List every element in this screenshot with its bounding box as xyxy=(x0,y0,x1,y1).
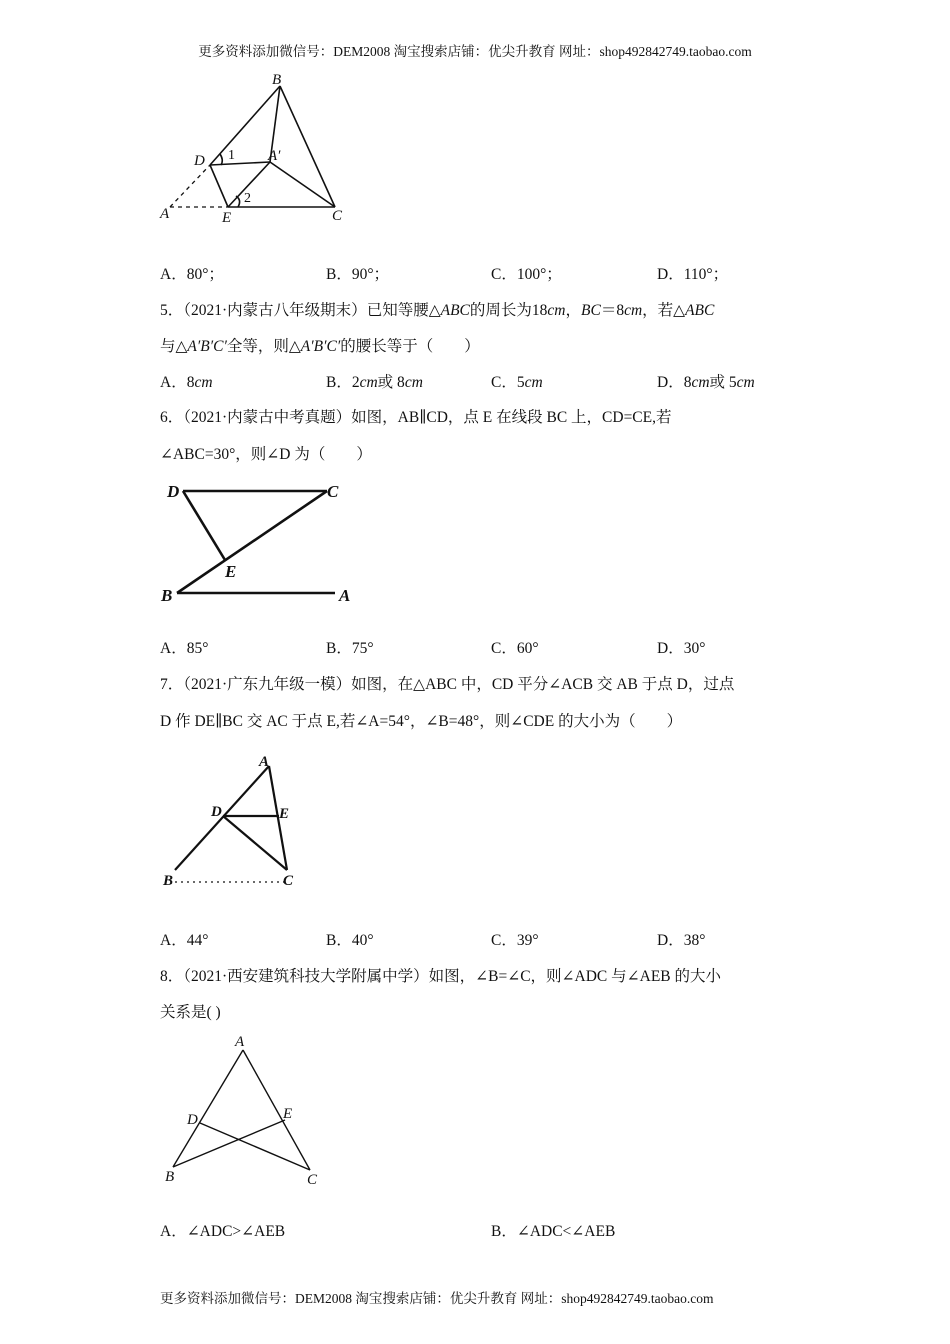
q8-option-a: A．∠ADC>∠AEB xyxy=(160,1223,286,1240)
label-A-prime: A′ xyxy=(268,148,281,164)
label-C: C xyxy=(327,482,339,501)
q8-line-1: 8．（2021·西安建筑科技大学附属中学）如图，∠B=∠C，则∠ADC 与∠AEB 的大小 xyxy=(160,968,722,985)
q4-option-b: B．90°； xyxy=(326,266,390,283)
label-E: E xyxy=(225,562,237,581)
q6-line-1: 6．（2021·内蒙古中考真题）如图，AB∥CD，点 E 在线段 BC 上，CD=CE,若 xyxy=(160,409,672,426)
q8-line-2: 关系是( ) xyxy=(160,1004,221,1021)
segment-AC xyxy=(243,1050,310,1170)
label-A: A xyxy=(339,586,351,605)
label-2: 2 xyxy=(244,191,251,206)
q7-option-c: C．39° xyxy=(491,932,539,949)
page-footer: 更多资料添加微信号：DEM2008 淘宝搜索店铺：优尖升教育 网址：shop492842749.taobao.com xyxy=(160,1291,714,1306)
q4-option-d: D．110°； xyxy=(657,266,729,283)
q6-option-b: B．75° xyxy=(326,640,374,657)
segment-DE xyxy=(210,165,228,207)
q8-option-b: B．∠ADC<∠AEB xyxy=(491,1223,616,1240)
label-C: C xyxy=(307,1172,318,1188)
q5-option-c: C．5cm xyxy=(491,374,543,391)
q5-option-b: B．2cm或 8cm xyxy=(326,374,423,391)
q4-option-a: A．80°； xyxy=(160,266,224,283)
q6-option-c: C．60° xyxy=(491,640,539,657)
label-D: D xyxy=(187,1112,198,1128)
label-E: E xyxy=(222,210,232,226)
figure-folded-triangle xyxy=(150,70,360,230)
label-D: D xyxy=(211,804,222,820)
label-B: B xyxy=(272,72,282,88)
q5-option-d: D．8cm或 5cm xyxy=(657,374,755,391)
label-E: E xyxy=(279,806,290,822)
figure-crossed-triangle xyxy=(155,1030,335,1195)
label-A: A xyxy=(160,206,170,222)
q4-option-c: C．100°； xyxy=(491,266,562,283)
angle-1-arc xyxy=(220,154,222,165)
segment-DE xyxy=(183,491,225,560)
segment-AB xyxy=(175,766,269,870)
figure-angle-bisector xyxy=(155,748,325,898)
label-B: B xyxy=(161,586,173,605)
label-B: B xyxy=(163,873,174,889)
label-E: E xyxy=(283,1106,293,1122)
q7-option-b: B．40° xyxy=(326,932,374,949)
label-D: D xyxy=(167,482,180,501)
q5-line-2: 与△A′B′C′全等，则△A′B′C′的腰长等于（ ） xyxy=(160,338,480,355)
q5-option-a: A．8cm xyxy=(160,374,213,391)
segment-DA-prime xyxy=(210,162,270,165)
segment-DC xyxy=(200,1123,310,1170)
label-1: 1 xyxy=(228,148,235,163)
q5-line-1: 5．（2021·内蒙古八年级期末）已知等腰△ABC的周长为18cm，BC＝8cm，若△ABC xyxy=(160,302,715,319)
dashed-AD xyxy=(170,165,210,207)
q7-line-2: D 作 DE∥BC 交 AC 于点 E,若∠A=54°，∠B=48°，则∠CDE 的大小为（ ） xyxy=(160,713,683,730)
q6-option-d: D．30° xyxy=(657,640,706,657)
label-D: D xyxy=(194,153,205,169)
label-C: C xyxy=(283,873,294,889)
page-header: 更多资料添加微信号：DEM2008 淘宝搜索店铺：优尖升教育 网址：shop492842749.taobao.com xyxy=(198,44,752,59)
q6-line-2: ∠ABC=30°，则∠D 为（ ） xyxy=(160,446,372,463)
label-C: C xyxy=(332,208,343,224)
figure-parallel-lines xyxy=(155,475,365,610)
segment-CB xyxy=(177,491,327,593)
q7-option-a: A．44° xyxy=(160,932,209,949)
label-A: A xyxy=(259,754,270,770)
label-A: A xyxy=(235,1034,245,1050)
segment-AB xyxy=(173,1050,243,1167)
segment-DC xyxy=(223,816,287,870)
q7-line-1: 7．（2021·广东九年级一模）如图，在△ABC 中，CD 平分∠ACB 交 AB 于点 D，过点 xyxy=(160,676,735,693)
q7-option-d: D．38° xyxy=(657,932,706,949)
label-B: B xyxy=(165,1169,175,1185)
q6-option-a: A．85° xyxy=(160,640,209,657)
